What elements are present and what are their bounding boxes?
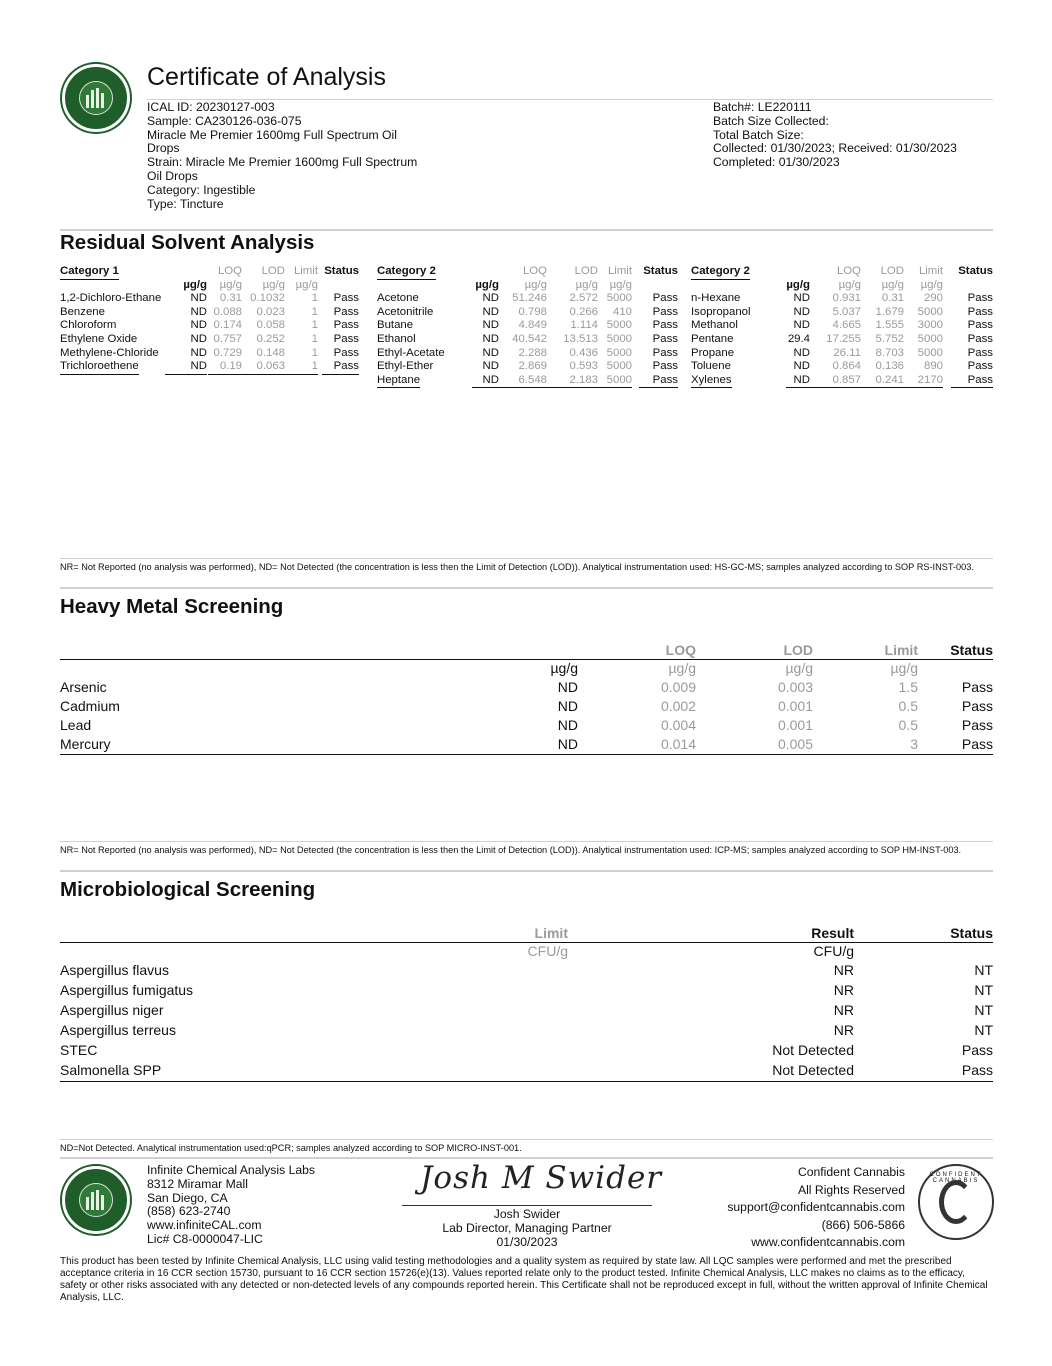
metal-lod: 0.003 bbox=[777, 679, 813, 695]
micro-name: Aspergillus fumigatus bbox=[60, 982, 194, 998]
solvent-result: ND bbox=[482, 292, 499, 305]
text-line: support@confidentcannabis.com bbox=[727, 1200, 905, 1215]
solvent-status: Pass bbox=[652, 319, 678, 332]
solvent-loq: 0.729 bbox=[213, 346, 242, 359]
solvent-limit: 1 bbox=[311, 332, 318, 345]
metal-limit: 1.5 bbox=[898, 679, 918, 695]
signer-info bbox=[402, 1208, 652, 1249]
solvent-row bbox=[60, 319, 359, 333]
metal-name: Cadmium bbox=[60, 698, 120, 714]
metal-limit: 3 bbox=[910, 736, 918, 752]
unit-label: µg/g bbox=[550, 660, 578, 676]
text-line: 01/30/2023 bbox=[496, 1234, 558, 1249]
col-header-loq: LOQ bbox=[665, 642, 696, 658]
micro-header-row bbox=[60, 925, 993, 943]
solvent-lod: 0.1032 bbox=[250, 292, 285, 305]
solvent-limit: 5000 bbox=[606, 319, 632, 332]
solvent-loq: 5.037 bbox=[832, 305, 861, 318]
micro-row bbox=[60, 1002, 993, 1022]
solvent-limit: 1 bbox=[311, 292, 318, 305]
col-header-loq: LOQ bbox=[522, 265, 547, 277]
signature: Josh M Swider bbox=[420, 1160, 663, 1196]
solvent-row bbox=[377, 374, 678, 388]
solvent-lod: 1.679 bbox=[875, 305, 904, 318]
unit-label: µg/g bbox=[838, 278, 861, 291]
unit-label: µg/g bbox=[609, 278, 632, 291]
solvent-lod: 1.114 bbox=[570, 319, 598, 332]
solvent-lod: 0.31 bbox=[881, 292, 904, 305]
solvent-name: 1,2-Dichloro-Ethane bbox=[60, 292, 162, 305]
metal-status: Pass bbox=[961, 717, 993, 733]
solvent-result: ND bbox=[793, 305, 810, 318]
text-line: (866) 506-5866 bbox=[821, 1217, 905, 1232]
solvent-loq: 0.31 bbox=[219, 292, 242, 305]
solvent-loq: 0.857 bbox=[810, 374, 861, 389]
solvent-status: Pass bbox=[639, 374, 678, 389]
solvent-header-row bbox=[691, 265, 993, 279]
col-header-status: Status bbox=[950, 642, 993, 658]
solvent-loq: 0.088 bbox=[213, 305, 242, 318]
col-header-status: Status bbox=[324, 265, 359, 277]
solvent-result: ND bbox=[793, 319, 810, 332]
micro-row bbox=[60, 1042, 993, 1062]
unit-label: µg/g bbox=[262, 278, 285, 291]
solvent-name: n-Hexane bbox=[691, 292, 741, 305]
text-line: www.infiniteCAL.com bbox=[147, 1218, 262, 1233]
solvent-row bbox=[60, 333, 359, 347]
confident-cannabis-logo: CONFIDENT CANNABIS bbox=[918, 1164, 994, 1240]
solvent-loq: 0.931 bbox=[832, 292, 861, 305]
solvent-limit: 1 bbox=[311, 346, 318, 359]
unit-label: µg/g bbox=[786, 278, 810, 291]
metals-header-row bbox=[60, 642, 993, 660]
solvent-name: Trichloroethene bbox=[60, 360, 139, 375]
solvent-row bbox=[377, 306, 678, 320]
unit-label: µg/g bbox=[668, 660, 696, 676]
micro-status: NT bbox=[974, 1022, 993, 1038]
col-header-limit: Limit bbox=[884, 642, 918, 658]
solvent-name: Propane bbox=[691, 346, 735, 359]
micro-status: NT bbox=[974, 962, 993, 978]
solvent-limit: 5000 bbox=[917, 305, 943, 318]
text-line: Infinite Chemical Analysis Labs bbox=[147, 1163, 315, 1177]
metal-row bbox=[60, 679, 993, 698]
micro-status: Pass bbox=[961, 1042, 993, 1058]
solvent-limit: 1 bbox=[311, 319, 318, 332]
micro-result: NR bbox=[833, 982, 854, 998]
category-label: Category 2 bbox=[691, 265, 750, 280]
solvent-loq: 40.542 bbox=[512, 332, 547, 345]
solvent-lod: 8.703 bbox=[875, 346, 904, 359]
metal-row bbox=[60, 717, 993, 736]
solvent-name: Methanol bbox=[691, 319, 738, 332]
solvent-lod: 0.023 bbox=[256, 305, 285, 318]
metal-result: ND bbox=[557, 736, 578, 752]
solvent-row bbox=[377, 292, 678, 306]
micro-section-title: Microbiological Screening bbox=[60, 878, 316, 901]
solvent-lod: 0.241 bbox=[861, 374, 904, 389]
solvent-result: ND bbox=[190, 319, 207, 332]
solvent-status: Pass bbox=[967, 305, 993, 318]
solvent-loq: 6.548 bbox=[499, 374, 547, 389]
solvent-name: Isopropanol bbox=[691, 305, 751, 318]
solvent-limit: 5000 bbox=[606, 346, 632, 359]
solvent-loq: 0.757 bbox=[213, 332, 242, 345]
solvent-header-row bbox=[60, 265, 359, 279]
solvent-section-title: Residual Solvent Analysis bbox=[60, 231, 315, 254]
solvent-row bbox=[691, 319, 993, 333]
solvent-name: Methylene-Chloride bbox=[60, 346, 159, 359]
solvent-limit: 1 bbox=[285, 360, 318, 375]
solvent-name: Ethyl-Acetate bbox=[377, 346, 445, 359]
text-line: Total Batch Size: bbox=[713, 127, 804, 142]
text-line: Completed: 01/30/2023 bbox=[713, 155, 840, 170]
solvent-name: Chloroform bbox=[60, 319, 117, 332]
solvent-limit: 5000 bbox=[917, 346, 943, 359]
disclaimer: This product has been tested by Infinite Chemical Analysis, LLC using valid testing methodologies and a quality system as required by state law. All LQC samples were performed and met the prescribed acceptance criteria in 16 CCR section 15730, pursuant to 16 CCR section 15726(e)(13). Values reported relate only to the product tested. Infinite Chemical Analysis, LLC makes no claims as to the efficacy, safety or other risks associated with any detected or non-detected levels of any compounds reported herein. This Certificate shall not be reproduced except in full, without the written approval of Infinite Chemical Analysis, LLC. bbox=[60, 1256, 988, 1303]
micro-name: Aspergillus niger bbox=[60, 1002, 164, 1018]
solvent-name: Ethylene Oxide bbox=[60, 332, 138, 345]
solvent-limit: 410 bbox=[612, 305, 632, 318]
solvent-row bbox=[60, 292, 359, 306]
solvent-name: Benzene bbox=[60, 305, 105, 318]
solvent-loq: 4.849 bbox=[518, 319, 547, 332]
solvent-status: Pass bbox=[652, 346, 678, 359]
solvent-status: Pass bbox=[333, 332, 359, 345]
solvent-row bbox=[691, 306, 993, 320]
units-row bbox=[60, 943, 993, 962]
solvent-table-category-2a bbox=[377, 265, 678, 387]
solvent-loq: 0.174 bbox=[213, 319, 242, 332]
text-line: (858) 623-2740 bbox=[147, 1204, 231, 1219]
col-header-lod: LOD bbox=[880, 265, 904, 277]
solvent-result: ND bbox=[190, 346, 207, 359]
solvent-status: Pass bbox=[333, 305, 359, 318]
solvent-name: Acetone bbox=[377, 292, 419, 305]
solvent-lod: 0.266 bbox=[569, 305, 598, 318]
metal-loq: 0.004 bbox=[660, 717, 696, 733]
metal-lod: 0.001 bbox=[777, 698, 813, 714]
solvent-result: ND bbox=[482, 305, 499, 318]
solvent-loq: 26.11 bbox=[833, 346, 861, 359]
solvent-name: Butane bbox=[377, 319, 414, 332]
col-header-status: Status bbox=[958, 265, 993, 277]
solvent-name: Ethyl-Ether bbox=[377, 360, 434, 373]
text-line: Lab Director, Managing Partner bbox=[442, 1220, 612, 1235]
text-line: Josh Swider bbox=[493, 1207, 561, 1221]
text-line: Oil Drops bbox=[147, 168, 198, 183]
solvent-loq: 0.864 bbox=[832, 360, 861, 373]
text-line: Batch#: LE220111 bbox=[713, 100, 812, 114]
lab-address bbox=[147, 1164, 315, 1247]
solvent-result: ND bbox=[482, 360, 499, 373]
solvent-table-category-1 bbox=[60, 265, 359, 374]
solvent-row bbox=[691, 292, 993, 306]
solvent-limit: 2170 bbox=[904, 374, 943, 389]
solvent-status: Pass bbox=[967, 319, 993, 332]
solvent-lod: 0.148 bbox=[256, 346, 285, 359]
solvent-row bbox=[691, 347, 993, 361]
text-line: 8312 Miramar Mall bbox=[147, 1176, 248, 1191]
solvent-status: Pass bbox=[333, 319, 359, 332]
col-header-lod: LOD bbox=[783, 642, 813, 658]
solvent-status: Pass bbox=[967, 360, 993, 373]
solvent-row bbox=[60, 306, 359, 320]
unit-label: µg/g bbox=[295, 278, 318, 291]
units-row bbox=[691, 279, 993, 293]
solvent-result: 29.4 bbox=[787, 332, 810, 345]
micro-table bbox=[60, 925, 993, 1082]
metal-row bbox=[60, 698, 993, 717]
solvent-lod: 0.252 bbox=[256, 332, 285, 345]
col-header-limit: Limit bbox=[534, 925, 568, 941]
micro-status: NT bbox=[974, 1002, 993, 1018]
metal-loq: 0.002 bbox=[660, 698, 696, 714]
solvent-status: Pass bbox=[967, 292, 993, 305]
solvent-row bbox=[60, 360, 359, 374]
text-line: Strain: Miracle Me Premier 1600mg Full Spectrum bbox=[147, 155, 418, 170]
metal-row bbox=[60, 736, 993, 755]
unit-label: CFU/g bbox=[527, 943, 568, 959]
solvent-row bbox=[691, 374, 993, 388]
solvent-result: ND bbox=[482, 319, 499, 332]
metal-result: ND bbox=[557, 679, 578, 695]
solvent-result: ND bbox=[482, 346, 499, 359]
solvent-status: Pass bbox=[652, 360, 678, 373]
solvent-limit: 290 bbox=[923, 292, 943, 305]
solvent-status: Pass bbox=[333, 346, 359, 359]
col-header-limit: Limit bbox=[293, 265, 318, 277]
solvent-loq: 2.869 bbox=[518, 360, 547, 373]
unit-label: µg/g bbox=[219, 278, 242, 291]
solvent-status: Pass bbox=[652, 292, 678, 305]
solvent-name: Xylenes bbox=[691, 374, 732, 389]
solvent-lod: 2.572 bbox=[569, 292, 598, 305]
col-header-result: Result bbox=[811, 925, 854, 941]
solvent-loq: 4.665 bbox=[832, 319, 861, 332]
solvent-name: Toluene bbox=[691, 360, 731, 373]
solvent-row bbox=[377, 319, 678, 333]
solvent-lod: 1.555 bbox=[875, 319, 904, 332]
solvent-result: ND bbox=[793, 292, 810, 305]
solvent-status: Pass bbox=[951, 374, 993, 389]
metal-limit: 0.5 bbox=[898, 717, 918, 733]
unit-label: µg/g bbox=[575, 278, 598, 291]
solvent-row bbox=[60, 347, 359, 361]
text-line: ICAL ID: 20230127-003 bbox=[147, 100, 275, 114]
solvent-limit: 5000 bbox=[606, 360, 632, 373]
solvent-loq: 2.288 bbox=[518, 346, 547, 359]
micro-row bbox=[60, 1022, 993, 1042]
solvent-loq: 51.246 bbox=[512, 292, 547, 305]
solvent-lod: 0.436 bbox=[569, 346, 598, 359]
micro-name: Salmonella SPP bbox=[60, 1062, 162, 1078]
text-line: Type: Tincture bbox=[147, 196, 224, 211]
text-line: All Rights Reserved bbox=[797, 1182, 905, 1197]
unit-label: µg/g bbox=[890, 660, 918, 676]
metal-name: Mercury bbox=[60, 736, 111, 752]
solvent-name: Heptane bbox=[377, 374, 420, 389]
micro-row bbox=[60, 962, 993, 982]
solvent-lod: 5.752 bbox=[875, 332, 904, 345]
solvent-lod: 0.593 bbox=[569, 360, 598, 373]
text-line: Confident Cannabis bbox=[797, 1165, 905, 1179]
micro-status: NT bbox=[974, 982, 993, 998]
text-line: Collected: 01/30/2023; Received: 01/30/2023 bbox=[713, 141, 957, 156]
page-title: Certificate of Analysis bbox=[147, 63, 386, 91]
metal-name: Lead bbox=[60, 717, 92, 733]
solvent-status: Pass bbox=[322, 360, 359, 375]
metal-lod: 0.005 bbox=[777, 736, 813, 752]
solvent-table-category-2b bbox=[691, 265, 993, 387]
metal-result: ND bbox=[557, 717, 578, 733]
solvent-limit: 5000 bbox=[598, 374, 632, 389]
unit-label: µg/g bbox=[785, 660, 813, 676]
text-line: www.confidentcannabis.com bbox=[751, 1235, 905, 1250]
micro-result: Not Detected bbox=[772, 1062, 854, 1078]
metals-table bbox=[60, 642, 993, 755]
units-row bbox=[60, 660, 993, 679]
col-header-lod: LOD bbox=[574, 265, 598, 277]
metal-lod: 0.001 bbox=[777, 717, 813, 733]
text-line: San Diego, CA bbox=[147, 1190, 228, 1205]
text-line: Sample: CA230126-036-075 bbox=[147, 113, 302, 128]
micro-name: Aspergillus flavus bbox=[60, 962, 169, 978]
col-header-lod: LOD bbox=[261, 265, 285, 277]
micro-result: Not Detected bbox=[772, 1042, 854, 1058]
col-header-limit: Limit bbox=[607, 265, 632, 277]
batch-info bbox=[713, 101, 957, 170]
metals-note: NR= Not Reported (no analysis was performed), ND= Not Detected (the concentration is less then the Limit of Detection (LOD)). Analytical instrumentation used: ICP-MS; samples analyzed according to SOP HM-INST-003. bbox=[60, 845, 962, 855]
micro-row bbox=[60, 982, 993, 1002]
unit-label: µg/g bbox=[920, 278, 943, 291]
unit-label: µg/g bbox=[183, 278, 207, 291]
solvent-result: ND bbox=[472, 374, 499, 389]
text-line: Batch Size Collected: bbox=[713, 113, 829, 128]
micro-note: ND=Not Detected. Analytical instrumentation used:qPCR; samples analyzed according to SOP MICRO-INST-001. bbox=[60, 1143, 522, 1153]
category-label: Category 2 bbox=[377, 265, 436, 280]
unit-label: µg/g bbox=[475, 278, 499, 291]
solvent-loq: 17.255 bbox=[826, 332, 861, 345]
solvent-note: NR= Not Reported (no analysis was performed), ND= Not Detected (the concentration is less then the Limit of Detection (LOD)). Analytical instrumentation used: HS-GC-MS; samples analyzed according to SOP RS-INST-003. bbox=[60, 562, 974, 572]
metal-status: Pass bbox=[961, 736, 993, 752]
sample-info bbox=[147, 101, 437, 211]
units-row bbox=[377, 279, 678, 293]
solvent-row bbox=[691, 360, 993, 374]
solvent-lod: 0.058 bbox=[256, 319, 285, 332]
solvent-status: Pass bbox=[652, 305, 678, 318]
solvent-lod: 13.513 bbox=[563, 332, 598, 345]
col-header-status: Status bbox=[643, 265, 678, 277]
micro-result: NR bbox=[833, 1022, 854, 1038]
solvent-loq: 0.798 bbox=[518, 305, 547, 318]
metal-name: Arsenic bbox=[60, 679, 107, 695]
solvent-name: Pentane bbox=[691, 332, 734, 345]
metal-result: ND bbox=[557, 698, 578, 714]
text-line: Drops bbox=[147, 141, 180, 156]
solvent-limit: 1 bbox=[311, 305, 318, 318]
unit-label: µg/g bbox=[524, 278, 547, 291]
micro-result: NR bbox=[833, 1002, 854, 1018]
micro-row bbox=[60, 1062, 993, 1082]
metal-status: Pass bbox=[961, 698, 993, 714]
col-header-limit: Limit bbox=[918, 265, 943, 277]
confident-cannabis-info bbox=[700, 1164, 905, 1252]
solvent-row bbox=[377, 333, 678, 347]
metal-loq: 0.014 bbox=[660, 736, 696, 752]
solvent-result: ND bbox=[482, 332, 499, 345]
col-header-loq: LOQ bbox=[836, 265, 861, 277]
solvent-row bbox=[377, 347, 678, 361]
solvent-status: Pass bbox=[967, 332, 993, 345]
text-line: Miracle Me Premier 1600mg Full Spectrum Oil bbox=[147, 127, 397, 142]
solvent-limit: 5000 bbox=[917, 332, 943, 345]
micro-name: Aspergillus terreus bbox=[60, 1022, 176, 1038]
solvent-loq: 0.19 bbox=[208, 360, 242, 375]
solvent-lod: 0.063 bbox=[242, 360, 285, 375]
col-header-loq: LOQ bbox=[217, 265, 242, 277]
text-line: Lic# C8-0000047-LIC bbox=[147, 1231, 263, 1246]
solvent-name: Acetonitrile bbox=[377, 305, 434, 318]
solvent-name: Ethanol bbox=[377, 332, 416, 345]
solvent-limit: 5000 bbox=[606, 332, 632, 345]
solvent-result: ND bbox=[190, 305, 207, 318]
solvent-result: ND bbox=[793, 360, 810, 373]
micro-status: Pass bbox=[961, 1062, 993, 1078]
col-header-status: Status bbox=[950, 925, 993, 941]
micro-name: STEC bbox=[60, 1042, 98, 1058]
lab-logo-footer bbox=[62, 1166, 130, 1234]
metals-section-title: Heavy Metal Screening bbox=[60, 595, 284, 618]
text-line: Category: Ingestible bbox=[147, 182, 256, 197]
category-label: Category 1 bbox=[60, 265, 119, 280]
solvent-result: ND bbox=[190, 292, 207, 305]
metal-status: Pass bbox=[961, 679, 993, 695]
solvent-result: ND bbox=[190, 332, 207, 345]
metal-loq: 0.009 bbox=[660, 679, 696, 695]
solvent-limit: 5000 bbox=[606, 292, 632, 305]
solvent-row bbox=[691, 333, 993, 347]
solvent-result: ND bbox=[786, 374, 810, 389]
micro-result: NR bbox=[833, 962, 854, 978]
solvent-result: ND bbox=[165, 360, 207, 375]
solvent-lod: 0.136 bbox=[875, 360, 904, 373]
metal-limit: 0.5 bbox=[898, 698, 918, 714]
unit-label: CFU/g bbox=[813, 943, 854, 959]
units-row bbox=[60, 279, 359, 293]
solvent-status: Pass bbox=[333, 292, 359, 305]
solvent-header-row bbox=[377, 265, 678, 279]
unit-label: µg/g bbox=[881, 278, 904, 291]
solvent-lod: 2.183 bbox=[547, 374, 598, 389]
solvent-status: Pass bbox=[967, 346, 993, 359]
solvent-result: ND bbox=[793, 346, 810, 359]
solvent-status: Pass bbox=[652, 332, 678, 345]
lab-logo bbox=[62, 64, 130, 132]
solvent-limit: 3000 bbox=[917, 319, 943, 332]
solvent-limit: 890 bbox=[923, 360, 943, 373]
solvent-row bbox=[377, 360, 678, 374]
